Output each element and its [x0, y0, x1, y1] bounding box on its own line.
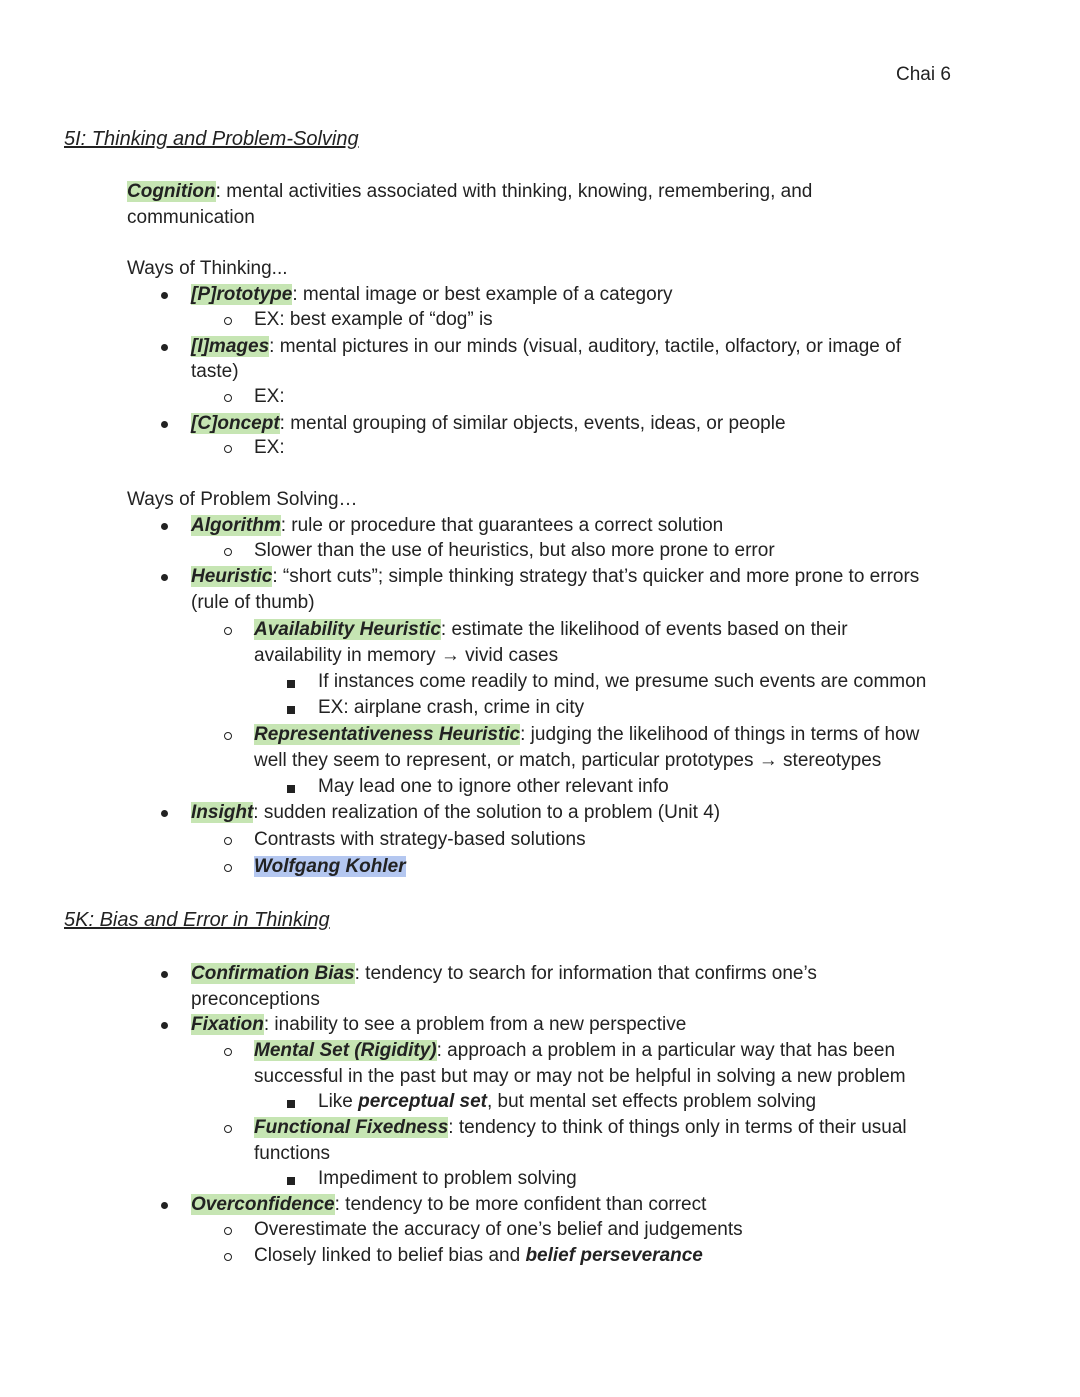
mental-set-line-2: successful in the past but may or may not be helpful in solving a new problem [254, 1066, 906, 1087]
mental-set-sub-post: , but mental set effects problem solving [486, 1091, 817, 1112]
term-availability-heuristic: Availability Heuristic [254, 619, 441, 640]
images-line-2: taste) [191, 361, 239, 382]
term-prototype: [P]rototype [191, 284, 293, 305]
bullet-circle [224, 1227, 232, 1235]
functional-line-2: functions [254, 1143, 331, 1164]
concept-def: : mental grouping of similar objects, events, ideas, or people [279, 413, 786, 434]
availability-line-2: availability in memory → vivid cases [254, 645, 559, 666]
fixation-def: : inability to see a problem from a new perspective [263, 1014, 687, 1035]
concept-line [191, 411, 786, 437]
term-cognition: Cognition [127, 181, 216, 202]
bullet-disc [161, 810, 168, 817]
images-line [191, 334, 901, 360]
overconfidence-def: : tendency to be more confident than correct [334, 1194, 707, 1215]
term-overconfidence: Overconfidence [191, 1194, 335, 1215]
term-wolfgang-kohler: Wolfgang Kohler [254, 856, 406, 877]
mental-set-sub [318, 1089, 816, 1115]
representativeness-line [254, 722, 919, 748]
cognition-line-2: communication [127, 207, 255, 228]
confirmation-def: : tendency to search for information that confirms one’s [354, 963, 817, 984]
term-perceptual-set: perceptual set [358, 1091, 487, 1112]
heuristic-line [191, 564, 919, 590]
cognition-def: : mental activities associated with thinking, knowing, remembering, and [215, 181, 813, 202]
functional-def: : tendency to think of things only in terms of their usual [448, 1117, 907, 1138]
bullet-disc [161, 574, 168, 581]
representativeness-sub: May lead one to ignore other relevant info [318, 776, 669, 797]
bullet-circle [224, 394, 232, 402]
prototype-line [191, 282, 673, 308]
term-algorithm: Algorithm [191, 515, 281, 536]
bullet-disc [161, 421, 168, 428]
bullet-disc [161, 344, 168, 351]
availability-sub-2: EX: airplane crash, crime in city [318, 697, 585, 718]
bullet-circle [224, 837, 232, 845]
bullet-square [287, 785, 295, 793]
bullet-disc [161, 1202, 168, 1209]
overconfidence-sub-1: Overestimate the accuracy of one’s belief and judgements [254, 1219, 743, 1240]
bullet-circle [224, 1253, 232, 1261]
bullet-square [287, 1100, 295, 1108]
mental-set-def: : approach a problem in a particular way that has been [436, 1040, 896, 1061]
term-images: [I]mages [191, 336, 270, 357]
term-fixation: Fixation [191, 1014, 264, 1035]
bullet-circle [224, 1125, 232, 1133]
bullet-disc [161, 523, 168, 530]
heuristic-line-2: (rule of thumb) [191, 592, 315, 613]
mental-set-sub-pre: Like [318, 1091, 359, 1112]
mental-set-line [254, 1038, 895, 1064]
overconfidence-sub-2-pre: Closely linked to belief bias and [254, 1245, 526, 1266]
term-representativeness-heuristic: Representativeness Heuristic [254, 724, 521, 745]
bullet-square [287, 680, 295, 688]
bullet-square [287, 706, 295, 714]
availability-sub-1: If instances come readily to mind, we presume such events are common [318, 671, 927, 692]
bullet-circle [224, 627, 232, 635]
availability-def: : estimate the likelihood of events based on their [440, 619, 848, 640]
representativeness-def: : judging the likelihood of things in terms of how [520, 724, 920, 745]
section-title-5i: 5I: Thinking and Problem-Solving [64, 128, 359, 150]
images-def: : mental pictures in our minds (visual, auditory, tactile, olfactory, or image of [269, 336, 901, 357]
bullet-circle [224, 548, 232, 556]
bullet-circle [224, 864, 232, 872]
concept-example: EX: [254, 437, 285, 458]
term-heuristic: Heuristic [191, 566, 273, 587]
term-concept: [C]oncept [191, 413, 280, 434]
bullet-disc [161, 292, 168, 299]
section-title-5k: 5K: Bias and Error in Thinking [64, 909, 330, 931]
confirmation-line [191, 961, 817, 987]
representativeness-line-2: well they seem to represent, or match, particular prototypes → stereotypes [254, 750, 882, 771]
insight-def: : sudden realization of the solution to a problem (Unit 4) [253, 802, 721, 823]
images-example: EX: [254, 386, 285, 407]
prototype-example: EX: best example of “dog” is [254, 309, 493, 330]
term-mental-set: Mental Set (Rigidity) [254, 1040, 437, 1061]
insight-line [191, 800, 720, 826]
bullet-circle [224, 317, 232, 325]
functional-line [254, 1115, 907, 1141]
prototype-def: : mental image or best example of a category [292, 284, 673, 305]
bullet-circle [224, 445, 232, 453]
term-insight: Insight [191, 802, 254, 823]
insight-sub-1: Contrasts with strategy-based solutions [254, 829, 586, 850]
confirmation-line-2: preconceptions [191, 989, 320, 1010]
ways-solving-heading: Ways of Problem Solving… [127, 489, 358, 510]
overconfidence-line [191, 1192, 706, 1218]
availability-line [254, 617, 848, 643]
bullet-circle [224, 1048, 232, 1056]
bullet-disc [161, 971, 168, 978]
page-number: Chai 6 [896, 64, 951, 85]
fixation-line [191, 1012, 686, 1038]
term-confirmation-bias: Confirmation Bias [191, 963, 355, 984]
term-functional-fixedness: Functional Fixedness [254, 1117, 449, 1138]
functional-sub: Impediment to problem solving [318, 1168, 577, 1189]
bullet-disc [161, 1022, 168, 1029]
algorithm-sub: Slower than the use of heuristics, but also more prone to error [254, 540, 775, 561]
cognition-line [127, 179, 812, 205]
insight-sub-2 [254, 854, 406, 880]
heuristic-def: : “short cuts”; simple thinking strategy that’s quicker and more prone to errors [272, 566, 920, 587]
overconfidence-sub-2 [254, 1243, 703, 1269]
bullet-square [287, 1177, 295, 1185]
algorithm-def: : rule or procedure that guarantees a correct solution [280, 515, 724, 536]
bullet-circle [224, 732, 232, 740]
term-belief-perseverance: belief perseverance [525, 1245, 703, 1266]
ways-thinking-heading: Ways of Thinking... [127, 258, 288, 279]
algorithm-line [191, 513, 723, 539]
